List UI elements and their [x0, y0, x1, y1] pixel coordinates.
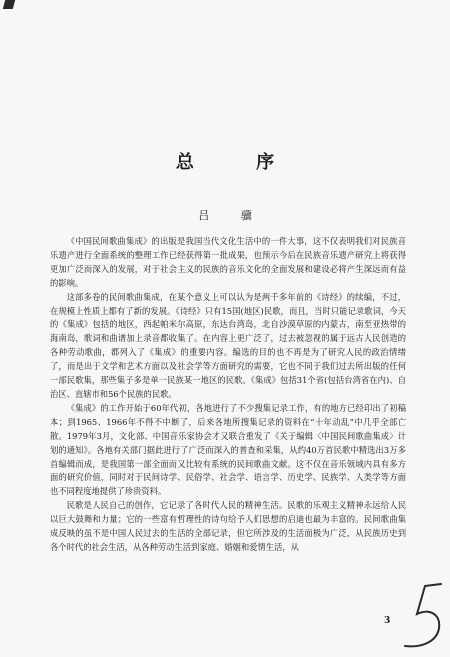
page-title: 总 序	[175, 152, 303, 173]
handwritten-number-mark	[395, 580, 445, 652]
paragraph: 《集成》的工作开始于60年代初，各地进行了不少搜集记录工作，有的地方已经印出了初稿本；到1965、1966年不得不中断了，后来各地所搜集记录的资料在“十年动乱”中几乎全部亡散。1979年3月，文化部、中国音乐家协会才又联合重发了《关于编辑〈中国民间歌曲集成〉计划的通知》。各地有关部门据此进行了广泛而深入的普查和采集，从约40万首民歌中精选出3万多首编辑而成，是我国第一部全面而又比较有系统的民间歌曲文献。这不仅在音乐领域内具有多方面的研究价值，同时对于民间诗学、民俗学、社会学、语言学、历史学、民族学、人类学等方面也不同程度地提供了珍贵资料。	[50, 402, 406, 497]
body-text	[50, 235, 406, 555]
corner-mark	[3, 0, 15, 9]
page-number: 3	[384, 616, 391, 626]
author-name: 吕 骥	[198, 209, 266, 222]
paragraph: 这部多卷的民间歌曲集成，在某个意义上可以认为是两千多年前的《诗经》的续编，不过，在规模上性质上都有了新的发展。《诗经》只有15国(地区)民歌，而且，当时只能记录歌词，今天的《集成》包括的地区，西起帕米尔高原，东达台湾岛，北自沙漠草原的内蒙古，南至亚热带的海南岛，歌词和曲谱加上录音都收集了。在内容上更广泛了，过去被忽视的属于远古人民创造的各种劳动歌曲，都列入了《集成》的重要内容。编选的目的也不再是为了研究人民的政治情绪了，而是出于文学和艺术方面以及社会学等方面研究的需要，它也不同于我们过去所出版的任何一部民歌集，那些集子多是单一民族某一地区的民歌。《集成》包括31个省(包括台湾省在内)、自治区、直辖市和56个民族的民歌。	[50, 291, 406, 399]
paragraph: 《中国民间歌曲集成》的出版是我国当代文化生活中的一件大事，这不仅表明我们对民族音乐遗产进行全面系统的整理工作已经获得第一批成果，也预示今后在民族音乐遗产研究上将获得更加广泛而深入的发展，对于社会主义的民族的音乐文化的全面发展和建设必将产生深远而有益的影响。	[50, 236, 406, 288]
paragraph: 民歌是人民自己的创作，它记录了各时代人民的精神生活。民歌的乐观主义精神永远给人民以巨大鼓舞和力量；它的一些富有哲理性的诗句给予人们思想的启迪也最为丰富的。民间歌曲集成反映的虽不是中国人民过去的生活的全部记录，但它所涉及的生活面极为广泛，从民族历史到各个时代的社会生活，从各种劳动生活到家庭、婚姻和爱情生活，从	[50, 500, 406, 552]
